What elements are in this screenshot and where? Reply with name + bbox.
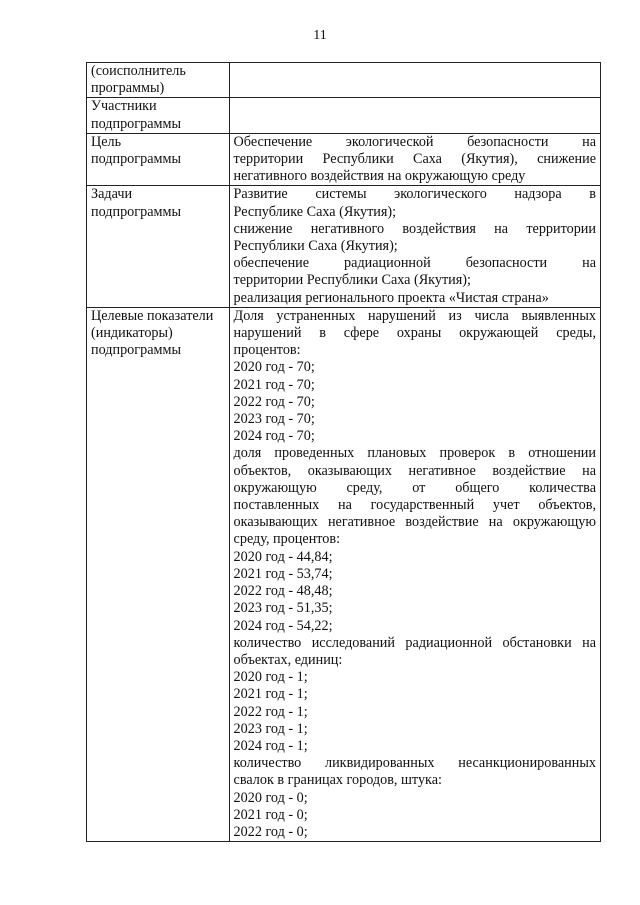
indicator-year-value: 2021 год - 53,74; [233, 565, 333, 582]
row-value-cell [229, 186, 600, 307]
table-row-goal [87, 133, 601, 186]
task-text-line: Республике Саха (Якутия); [233, 203, 397, 220]
indicator-year-value: 2021 год - 70; [233, 376, 315, 393]
indicator-text-line: свалок в границах городов, штука: [233, 772, 442, 789]
page-number: 11 [313, 28, 327, 43]
table-row-coexecutor [87, 63, 601, 98]
indicator-text-line: Доля устраненных нарушений из числа выявленных [233, 307, 596, 324]
indicator-year-value: 2021 год - 1; [233, 686, 308, 703]
row-value-cell [229, 98, 600, 133]
indicator-text-line: нарушений в сфере охраны окружающей среды, [233, 325, 596, 342]
row-label-cell [87, 133, 230, 186]
row-label-cell [87, 98, 230, 133]
goal-text-line: Обеспечение экологической безопасности на [233, 133, 596, 150]
indicator-year-value: 2022 год - 0; [233, 823, 308, 840]
task-text-line: территории Республики Саха (Якутия); [233, 272, 471, 289]
subprogram-passport-table [86, 62, 601, 842]
indicator-year-value: 2020 год - 0; [233, 789, 308, 806]
row-label-cell [87, 63, 230, 98]
indicator-year-value: 2024 год - 54,22; [233, 617, 333, 634]
task-text-line: Республики Саха (Якутия); [233, 238, 398, 255]
task-text-line: Развитие системы экологического надзора в [233, 186, 596, 203]
indicator-year-value: 2022 год - 48,48; [233, 583, 333, 600]
row-value-cell [229, 307, 600, 841]
indicator-text-line: объектах, единиц: [233, 651, 343, 668]
indicator-text-line: доля проведенных плановых проверок в отношении [233, 445, 596, 462]
row-label-line: Задачи [91, 186, 133, 203]
table-row-target-indicators [87, 307, 601, 841]
indicator-year-value: 2024 год - 1; [233, 737, 308, 754]
indicator-year-value: 2023 год - 70; [233, 411, 315, 428]
indicator-year-value: 2022 год - 1; [233, 703, 308, 720]
row-label-line: (соисполнитель [91, 63, 186, 79]
indicator-text-line: окружающую среду, от общего количества [233, 479, 596, 496]
goal-text-line: территории Республики Саха (Якутия), снижение [233, 151, 596, 168]
indicator-year-value: 2020 год - 1; [233, 669, 308, 686]
table-row-participants [87, 98, 601, 133]
indicator-text-line: количество ликвидированных несанкционированных [233, 755, 596, 772]
table-row-tasks [87, 186, 601, 307]
task-text-line: снижение негативного воздействия на территории [233, 220, 596, 237]
indicator-year-value: 2022 год - 70; [233, 393, 315, 410]
indicator-text-line: количество исследований радиационной обстановки на [233, 634, 596, 651]
task-text-line: обеспечение радиационной безопасности на [233, 255, 596, 272]
indicator-year-value: 2020 год - 70; [233, 359, 315, 376]
row-label-line: подпрограммы [91, 151, 181, 168]
row-label-cell [87, 307, 230, 841]
indicator-year-value: 2021 год - 0; [233, 806, 308, 823]
row-label-line: Целевые показатели [91, 307, 214, 324]
row-value-cell [229, 133, 600, 186]
indicator-text-line: оказывающих негативное воздействие на окружающую [233, 514, 596, 531]
row-label-line: Участники [91, 98, 157, 115]
indicator-year-value: 2024 год - 70; [233, 428, 315, 445]
row-value-cell [229, 63, 600, 98]
indicator-year-value: 2020 год - 44,84; [233, 548, 333, 565]
row-label-line: подпрограммы [91, 342, 181, 359]
indicator-year-value: 2023 год - 51,35; [233, 600, 333, 617]
row-label-line: программы) [91, 80, 165, 97]
row-label-line: (индикаторы) [91, 325, 173, 342]
goal-text-line: негативного воздействия на окружающую среду [233, 168, 526, 185]
row-label-line: подпрограммы [91, 203, 181, 220]
row-label-cell [87, 186, 230, 307]
indicator-text-line: поставленных на государственный учет объектов, [233, 497, 596, 514]
indicator-text-line: процентов: [233, 342, 301, 359]
task-text-line: реализация регионального проекта «Чистая страна» [233, 289, 549, 306]
row-label-line: подпрограммы [91, 115, 181, 132]
indicator-text-line: среду, процентов: [233, 531, 341, 548]
row-label-line: Цель [91, 133, 122, 150]
indicator-text-line: объектов, оказывающих негативное воздействие на [233, 462, 596, 479]
indicator-year-value: 2023 год - 1; [233, 720, 308, 737]
